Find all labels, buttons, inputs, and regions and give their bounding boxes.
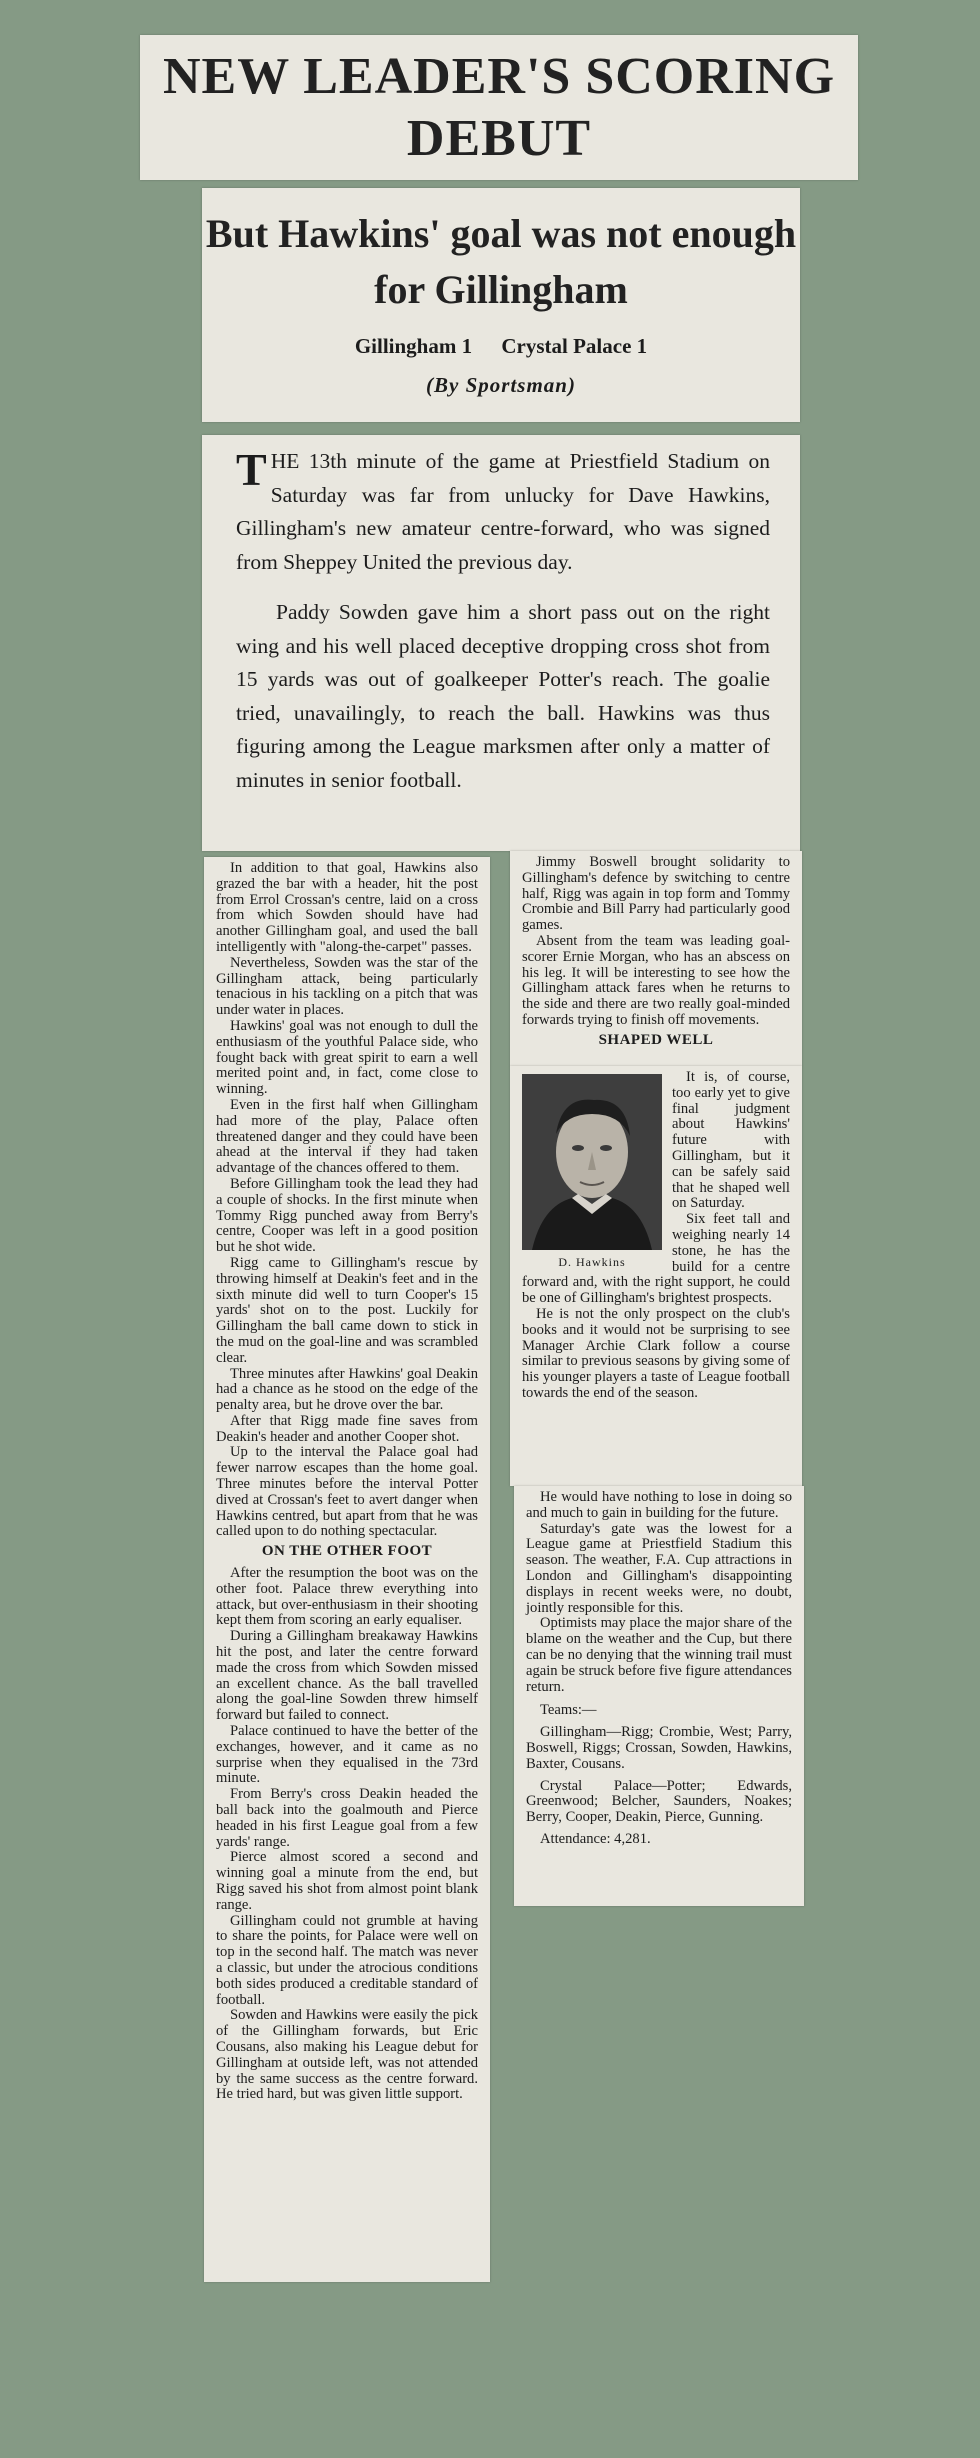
portrait-icon	[522, 1074, 662, 1250]
photo-wrap	[522, 1074, 662, 1271]
score-line	[202, 334, 800, 359]
drop-cap: T	[236, 444, 267, 495]
subheading-clipping	[202, 188, 800, 422]
photo-caption: D. Hawkins	[558, 1255, 626, 1269]
score-home: Gillingham 1	[354, 334, 473, 358]
headline: NEW LEADER'S SCORING DEBUT	[162, 47, 836, 167]
right-column-bottom-clipping	[514, 1486, 804, 1906]
article-paragraph: Three minutes after Hawkins' goal Deakin had a chance as he stood on the edge of the penalty area, but he drove over the bar.	[216, 1365, 478, 1414]
article-paragraph: Optimists may place the major share of the blame on the weather and the Cup, but there can be no denying that the winning trail must again be struck before five figure attendances return.	[526, 1615, 792, 1695]
article-paragraph: Hawkins' goal was not enough to dull the enthusiasm of the youthful Palace side, who fought back with great spirit to earn a well merited point and, in fact, come close to winning.	[216, 1017, 478, 1098]
intro-p1-text: HE 13th minute of the game at Priestfield Stadium on Saturday was far from unlucky for Dave Hawkins, Gillingham's new amateur centre-forward, who was signed from Sheppey United the previous day.	[236, 449, 770, 574]
article-paragraph: Palace continued to have the better of the exchanges, however, and it came as no surprise when they equalised in the 73rd minute.	[216, 1723, 478, 1787]
attendance: Attendance: 4,281.	[540, 1830, 651, 1847]
article-paragraph: Sowden and Hawkins were easily the pick of the Gillingham forwards, but Eric Cousans, also making his League debut for Gillingham at outside left, was not attended by the same success as the centre forward. He tried hard, but was given little support.	[216, 2007, 478, 2103]
article-paragraph: Gillingham could not grumble at having to share the points, for Palace were well on top in the second half. The match was never a classic, but under the atrocious conditions both sides produced a creditable standard of football.	[216, 1912, 478, 2008]
article-paragraph: After the resumption the boot was on the other foot. Palace threw everything into attack, but over-enthusiasm in their shooting kept them from scoring an early equaliser.	[216, 1565, 478, 1629]
section-heading-other-foot: ON THE OTHER FOOT	[261, 1543, 433, 1560]
right-column-part-b2	[526, 1490, 792, 1695]
article-paragraph: Saturday's gate was the lowest for a League game at Priestfield Stadium this season. The weather, F.A. Cup attractions in London and Gillingham's disappointing displays in recent weeks were, no doubt, jointly responsible for this.	[526, 1520, 792, 1616]
gillingham-team: Gillingham—Rigg; Crombie, West; Parry, Boswell, Riggs; Crossan, Sowden, Hawkins, Baxter, Cousans.	[526, 1724, 792, 1772]
article-paragraph: From Berry's cross Deakin headed the ball back into the goalmouth and Pierce headed in his first League goal from a few yards' range.	[216, 1786, 478, 1850]
byline: (By Sportsman)	[426, 373, 576, 397]
article-paragraph: He would have nothing to lose in doing so and much to gain in building for the future.	[526, 1489, 792, 1521]
headline-clipping	[140, 35, 858, 180]
article-paragraph: In addition to that goal, Hawkins also grazed the bar with a header, hit the post from Errol Crossan's centre, laid on a cross from which Sowden should have had another Gillingham goal, and used the ball intelligently with "along-the-carpet" passes.	[216, 860, 478, 955]
article-paragraph: Jimmy Boswell brought solidarity to Gillingham's defence by switching to centre half, Rigg was again in top form and Tommy Crombie and Bill Parry had particularly good games.	[522, 854, 790, 934]
player-photo	[522, 1074, 662, 1250]
article-paragraph: He is not the only prospect on the club's books and it would not be surprising to see Manager Archie Clark follow a course similar to previous seasons by giving some of his younger players a taste of League football towards the end of the season.	[522, 1305, 790, 1401]
article-paragraph: Nevertheless, Sowden was the star of the Gillingham attack, being particularly tenacious in his tackling on a pitch that was under water in places.	[216, 954, 478, 1019]
article-paragraph: Pierce almost scored a second and winning goal a minute from the end, but Rigg saved his shot from almost point blank range.	[216, 1849, 478, 1913]
article-paragraph: Six feet tall and weighing nearly 14 stone, he has the build for a centre forward and, with the right support, he could be one of Gillingham's brightest prospects.	[522, 1211, 790, 1307]
right-column-top-clipping	[510, 851, 802, 1066]
intro-paragraph-2: Paddy Sowden gave him a short pass out on the right wing and his well placed deceptive dropping cross shot from 15 yards was out of goalkeeper Potter's reach. The goalie tried, unavailingly, to reach the ball. Hawkins was thus figuring among the League marksmen after only a matter of minutes in senior football.	[236, 600, 770, 792]
left-column-part-a	[216, 861, 478, 1540]
sub-title: But Hawkins' goal was not enough for Gillingham	[205, 211, 797, 312]
article-paragraph: It is, of course, too early yet to give final judgment about Hawkins' future with Gillingham, but it can be safely said that he shaped well on Saturday.	[672, 1069, 790, 1212]
left-column-part-b	[216, 1566, 478, 2103]
palace-team: Crystal Palace—Potter; Edwards, Greenwood; Belcher, Saunders, Noakes; Berry, Cooper, Deakin, Pierce, Gunning.	[526, 1777, 792, 1826]
article-paragraph: During a Gillingham breakaway Hawkins hit the post, and later the centre forward made the cross from which Sowden missed an excellent chance. As the ball travelled along the goal-line Sowden threw himself forward but failed to connect.	[216, 1628, 478, 1724]
left-column-clipping	[204, 857, 490, 2282]
section-heading-shaped-well: SHAPED WELL	[598, 1031, 714, 1048]
article-paragraph: After that Rigg made fine saves from Deakin's header and another Cooper shot.	[216, 1412, 478, 1445]
score-away: Crystal Palace 1	[501, 334, 648, 358]
intro-clipping	[202, 435, 800, 851]
teams-label: Teams:—	[540, 1702, 597, 1719]
article-paragraph: Absent from the team was leading goal-scorer Ernie Morgan, who has an abscess on his leg. It will be interesting to see how the Gillingham attack fares when he returns to the side and there are two really goal-minded forwards trying to finish off movements.	[522, 932, 790, 1028]
article-paragraph: Up to the interval the Palace goal had fewer narrow escapes than the home goal. Three minutes before the interval Potter dived at Crossan's feet to avert danger when Hawkins centred, but apart from that he was called upon to do nothing spectacular.	[216, 1444, 478, 1540]
article-paragraph: Rigg came to Gillingham's rescue by throwing himself at Deakin's feet and in the sixth minute did well to turn Cooper's 15 yards' shot on to the post. Luckily for Gillingham the ball came down to stick in the mud on the goal-line and was scrambled clear.	[216, 1254, 478, 1366]
article-paragraph: Even in the first half when Gillingham had more of the play, Palace often threatened danger and they could have been ahead at the interval if they had taken advantage of the chances offered to them.	[216, 1096, 478, 1177]
right-column-part-a	[522, 855, 790, 1029]
right-column-photo-clipping	[510, 1066, 802, 1486]
intro-paragraph-1	[236, 445, 770, 579]
article-paragraph: Before Gillingham took the lead they had a couple of shocks. In the first minute when Tommy Rigg punched away from Berry's centre, Cooper was left in a good position but he shot wide.	[216, 1175, 478, 1256]
